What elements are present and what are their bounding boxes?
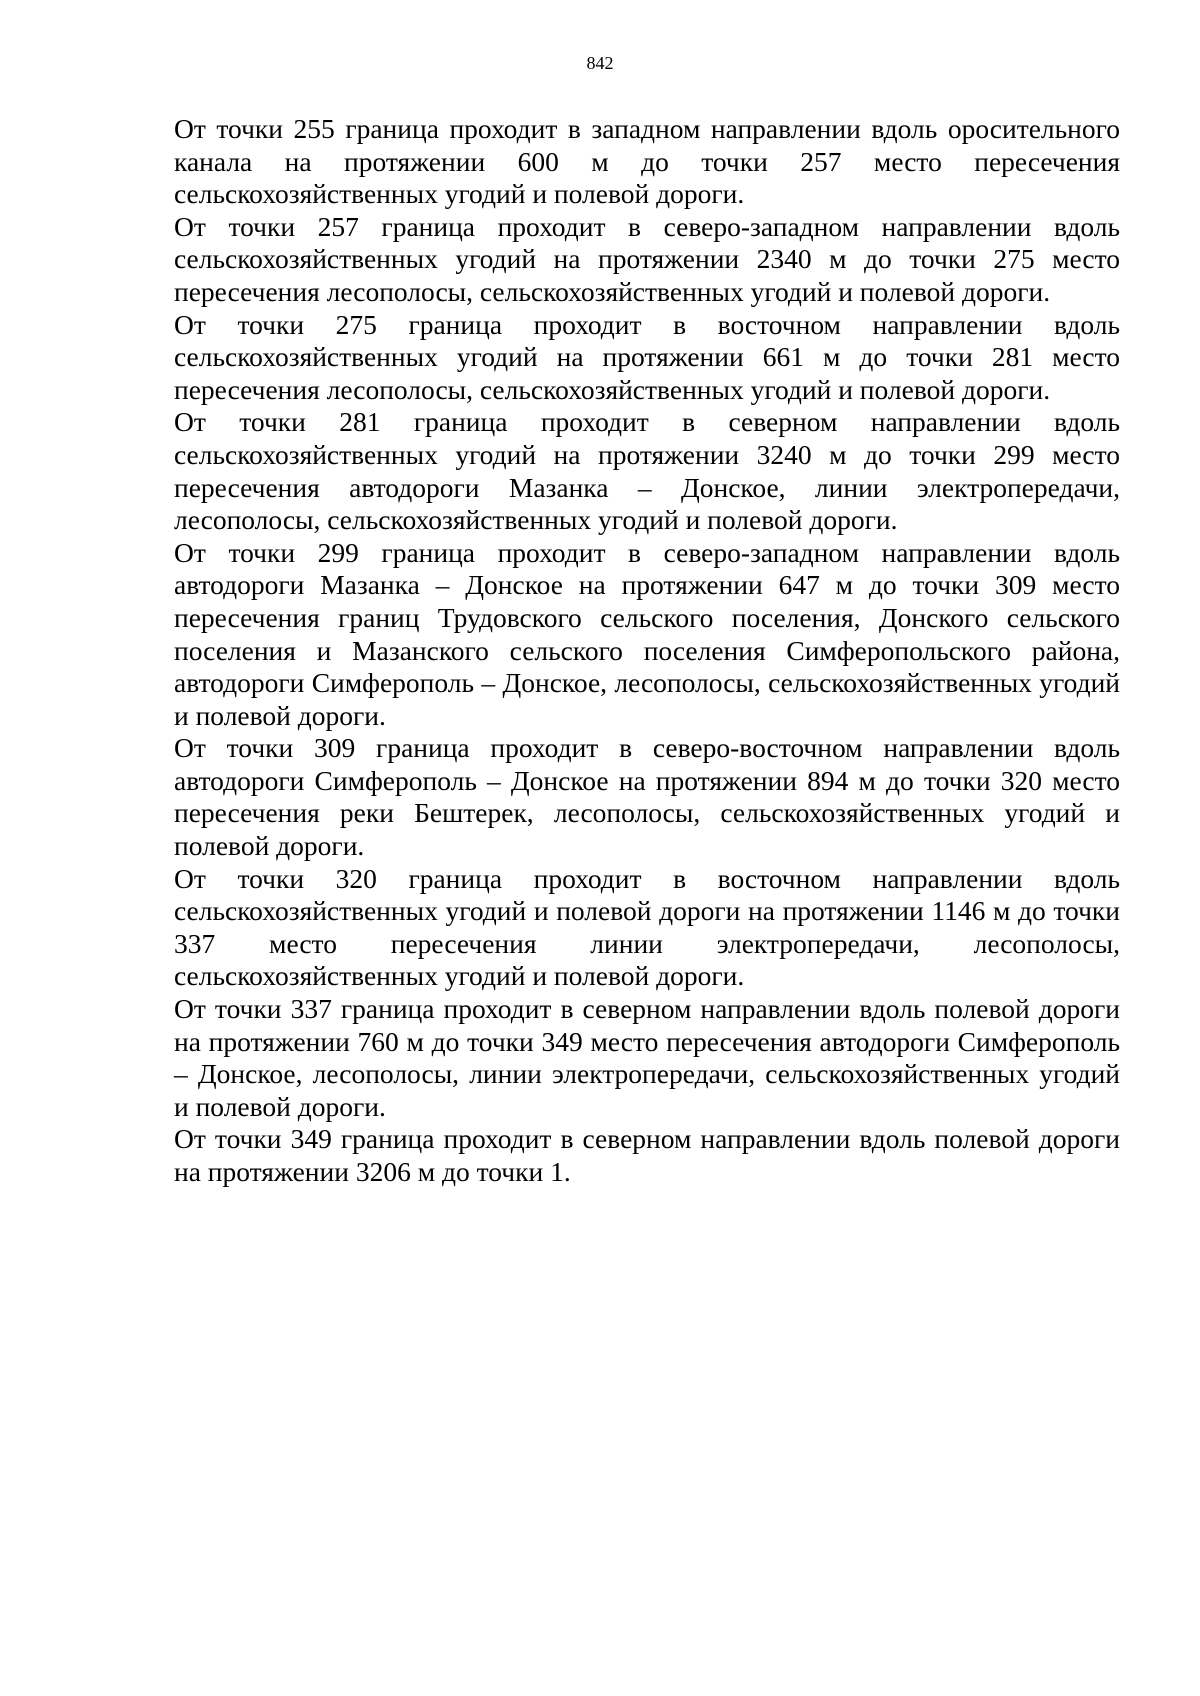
paragraph-8: От точки 337 граница проходит в северном направлении вдоль полевой дороги на протяжении 760 м до точки 349 место пересечения автодороги Симферополь – Донское, лесополосы, линии электропередачи, сельскохозяйственных угодий и полевой дороги. xyxy=(174,993,1120,1122)
paragraph-6: От точки 309 граница проходит в северо-восточном направлении вдоль автодороги Симферополь – Донское на протяжении 894 м до точки 320 место пересечения реки Бештерек, лесополосы, сельскохозяйственных угодий и полевой дороги. xyxy=(174,732,1120,862)
paragraph-9: От точки 349 граница проходит в северном направлении вдоль полевой дороги на протяжении 3206 м до точки 1. xyxy=(174,1123,1120,1187)
paragraph-3: От точки 275 граница проходит в восточном направлении вдоль сельскохозяйственных угодий на протяжении 661 м до точки 281 место пересечения лесополосы, сельскохозяйственных угодий и полевой дороги. xyxy=(174,308,1120,405)
page-number: 842 xyxy=(586,53,614,73)
paragraph-4: От точки 281 граница проходит в северном направлении вдоль сельскохозяйственных угодий на протяжении 3240 м до точки 299 место пересечения автодороги Мазанка – Донское, линии электропередачи, лесополосы, сельскохозяйственных угодий и полевой дороги. xyxy=(174,406,1120,536)
paragraph-7: От точки 320 граница проходит в восточном направлении вдоль сельскохозяйственных угодий и полевой дороги на протяжении 1146 м до точки 337 место пересечения линии электропередачи, лесополосы, сельскохозяйственных угодий и полевой дороги. xyxy=(174,862,1120,992)
document-body xyxy=(174,113,1120,1189)
paragraph-2: От точки 257 граница проходит в северо-западном направлении вдоль сельскохозяйственных угодий на протяжении 2340 м до точки 275 место пересечения лесополосы, сельскохозяйственных угодий и полевой дороги. xyxy=(174,210,1120,307)
paragraph-1: От точки 255 граница проходит в западном направлении вдоль оросительного канала на протяжении 600 м до точки 257 место пересечения сельскохозяйственных угодий и полевой дороги. xyxy=(174,113,1120,210)
paragraph-5: От точки 299 граница проходит в северо-западном направлении вдоль автодороги Мазанка – Донское на протяжении 647 м до точки 309 место пересечения границ Трудовского сельского поселения, Донского сельского поселения и Мазанского сельского поселения Симферопольского района, автодороги Симферополь – Донское, лесополосы, сельскохозяйственных угодий и полевой дороги. xyxy=(174,536,1120,731)
